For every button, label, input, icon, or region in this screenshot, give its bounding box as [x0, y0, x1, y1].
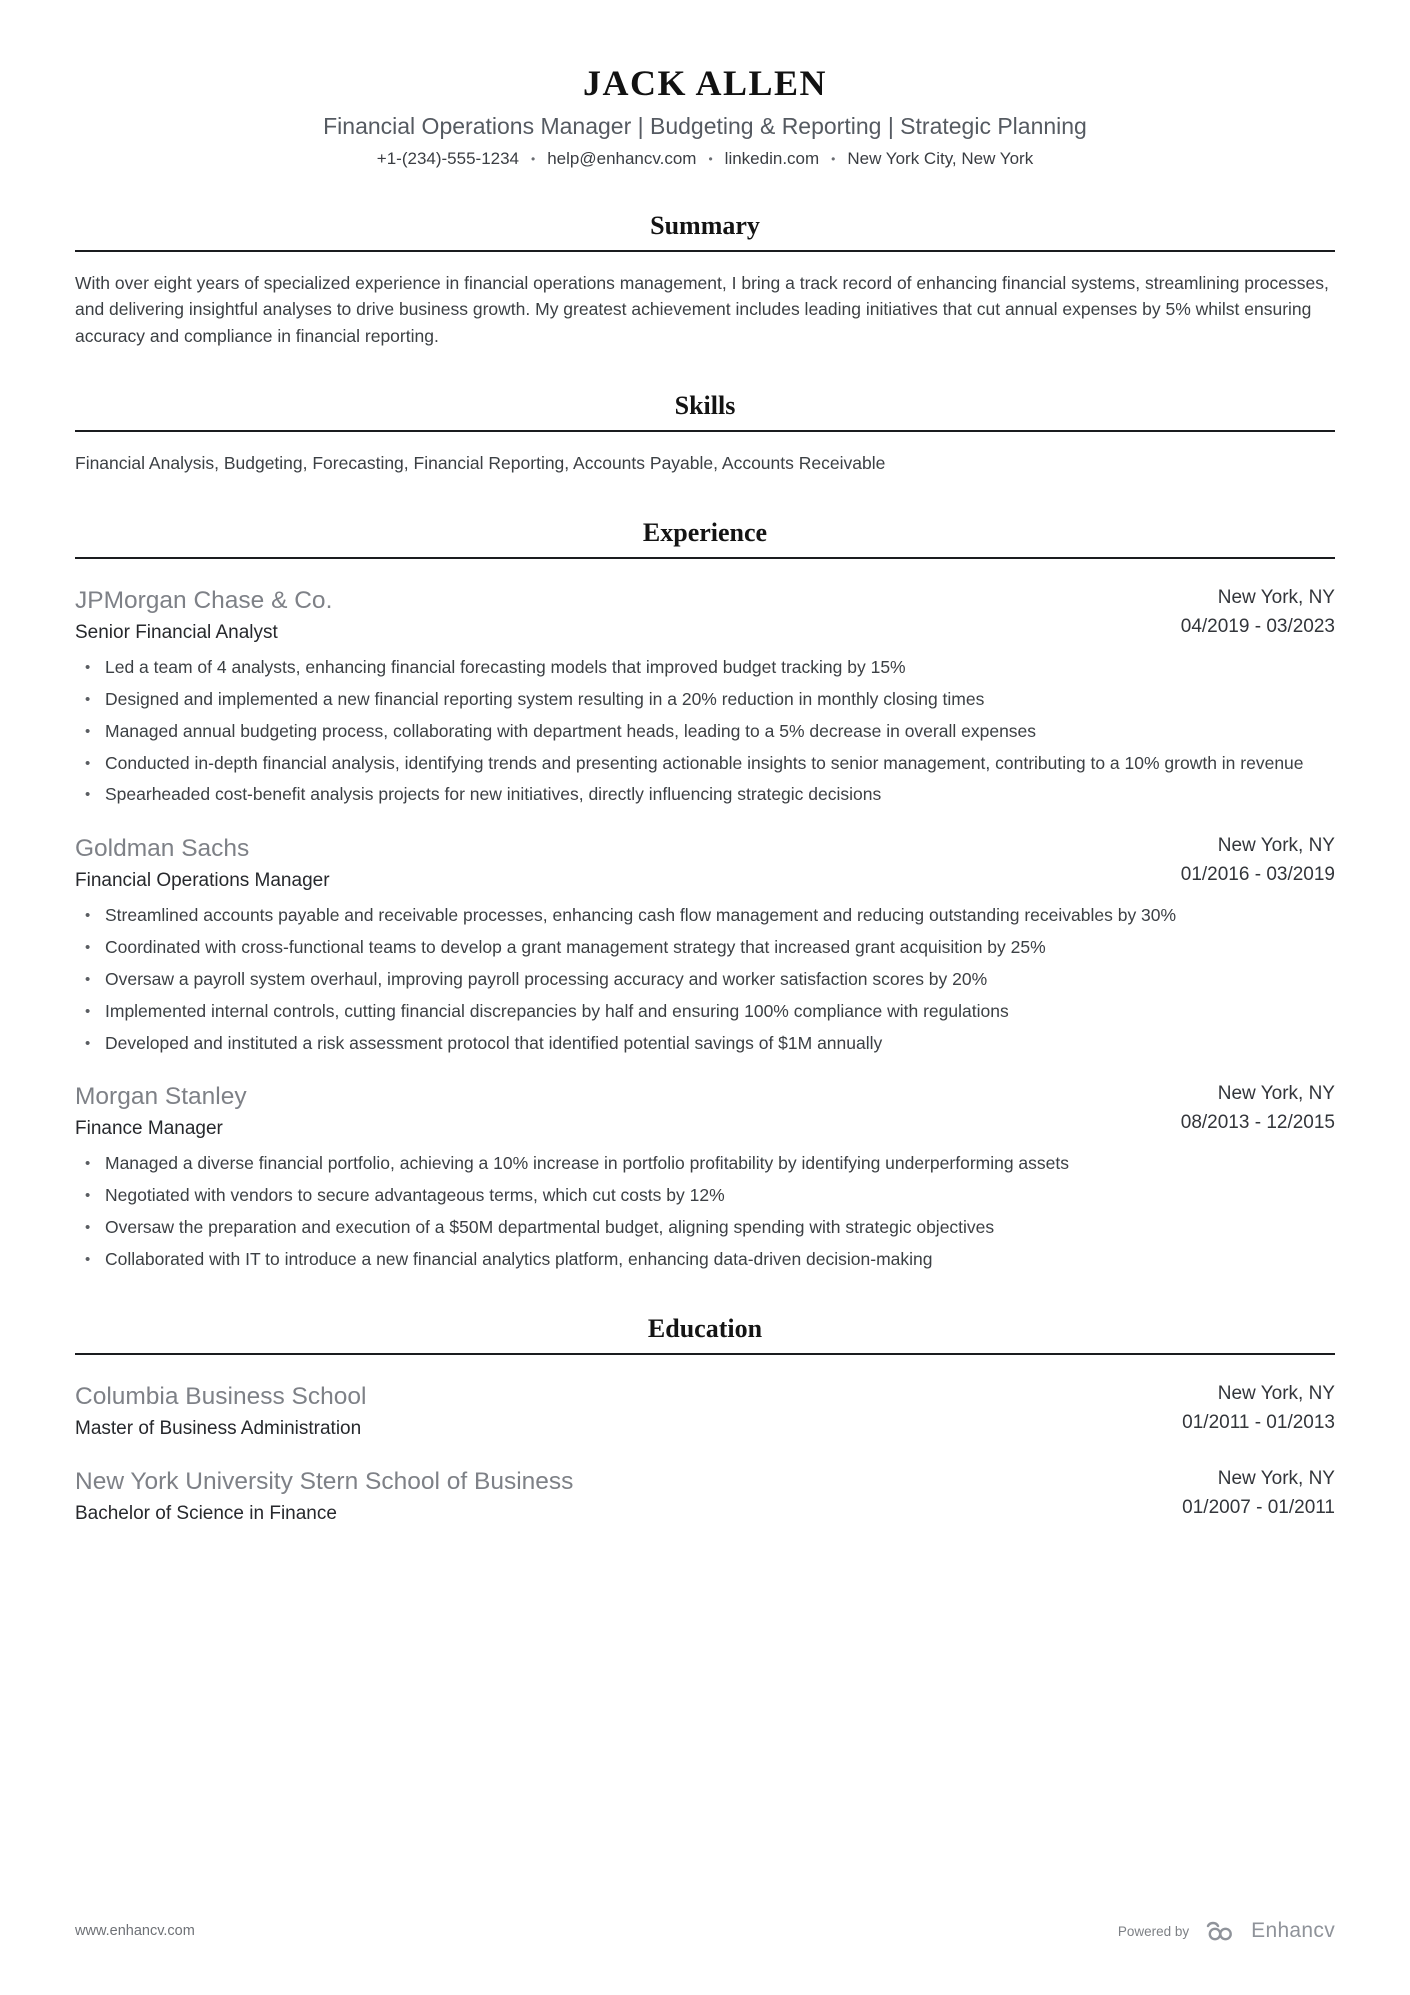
job-bullet: • Implemented internal controls, cutting financial discrepancies by half and ensuring 100% compliance with regulations	[75, 999, 1335, 1024]
section-experience	[75, 518, 1335, 1272]
powered-by-label: Powered by	[1117, 1923, 1190, 1939]
job-bullet: • Oversaw the preparation and execution of a $50M departmental budget, aligning spending with strategic objectives	[75, 1215, 1335, 1240]
linkedin-link[interactable]: linkedin.com	[724, 149, 820, 168]
experience-entry	[75, 587, 1335, 807]
job-bullet: • Conducted in-depth financial analysis, identifying trends and presenting actionable insights to senior management, contributing to a 10% growth in revenue	[75, 751, 1335, 776]
education-heading: Education	[75, 1314, 1335, 1355]
degree-name: Bachelor of Science in Finance	[75, 1502, 337, 1524]
company-name: JPMorgan Chase & Co.	[75, 587, 333, 614]
job-location: New York, NY	[1217, 835, 1335, 857]
school-name: Columbia Business School	[75, 1382, 367, 1410]
school-dates: 01/2007 - 01/2011	[1182, 1496, 1335, 1518]
experience-entry-right	[1181, 1083, 1335, 1134]
section-education	[75, 1314, 1335, 1525]
job-dates: 01/2016 - 03/2019	[1180, 864, 1335, 886]
experience-entry-header	[75, 835, 1335, 892]
experience-entry-header	[75, 587, 1335, 644]
job-bullet-list	[75, 903, 1335, 1055]
job-bullet: • Led a team of 4 analysts, enhancing financial forecasting models that improved budget tracking by 15%	[75, 655, 1335, 680]
education-entry-right	[1182, 1468, 1335, 1519]
job-bullet-list	[75, 655, 1335, 807]
education-entry-header	[75, 1383, 1335, 1440]
school-location: New York, NY	[1217, 1467, 1335, 1489]
job-location: New York, NY	[1217, 1083, 1335, 1105]
job-bullet: • Oversaw a payroll system overhaul, improving payroll processing accuracy and worker satisfaction scores by 20%	[75, 967, 1335, 992]
experience-entry-left	[75, 587, 332, 644]
job-bullet: • Spearheaded cost-benefit analysis projects for new initiatives, directly influencing strategic decisions	[75, 782, 1335, 807]
job-bullet: • Negotiated with vendors to secure advantageous terms, which cut costs by 12%	[75, 1183, 1335, 1208]
experience-heading: Experience	[75, 518, 1335, 559]
company-name: Morgan Stanley	[75, 1083, 247, 1111]
job-bullet: • Managed annual budgeting process, collaborating with department heads, leading to a 5% decrease in overall expenses	[75, 719, 1335, 744]
education-entry-left	[75, 1468, 573, 1525]
summary-heading: Summary	[75, 211, 1335, 252]
enhancv-logo-icon	[1199, 1919, 1241, 1943]
experience-entry-left	[75, 1083, 247, 1140]
section-summary	[75, 211, 1335, 349]
job-bullet-list	[75, 1151, 1335, 1271]
skills-heading: Skills	[75, 391, 1335, 432]
page-footer	[75, 1869, 1335, 1943]
job-bullet: • Managed a diverse financial portfolio, achieving a 10% increase in portfolio profitability by identifying underperforming assets	[75, 1151, 1335, 1176]
school-dates: 01/2011 - 01/2013	[1182, 1411, 1335, 1433]
job-title: Financial Operations Manager	[75, 870, 330, 892]
experience-entry	[75, 1083, 1335, 1271]
phone-text: +1-(234)-555-1234	[376, 149, 520, 168]
email-link[interactable]: help@enhancv.com	[547, 149, 697, 168]
summary-text: With over eight years of specialized experience in financial operations management, I bring a track record of enhancing financial systems, streamlining processes, and delivering insightful analyses to drive business growth. My greatest achievement includes leading initiatives that cut annual expenses by 5% whilst ensuring accuracy and compliance in financial reporting.	[75, 273, 1329, 346]
job-bullet: • Coordinated with cross-functional teams to develop a grant management strategy that increased grant acquisition by 25%	[75, 935, 1335, 960]
experience-entry-right	[1181, 587, 1335, 638]
education-entry-left	[75, 1383, 366, 1440]
separator-dot: •	[831, 152, 836, 166]
experience-entry	[75, 835, 1335, 1055]
job-dates: 04/2019 - 03/2023	[1180, 616, 1335, 637]
separator-dot: •	[531, 152, 536, 166]
job-bullet: • Designed and implemented a new financial reporting system resulting in a 20% reduction in monthly closing times	[75, 687, 1335, 712]
job-bullet: • Streamlined accounts payable and receivable processes, enhancing cash flow management and reducing outstanding receivables by 30%	[75, 903, 1335, 928]
separator-dot: •	[708, 152, 713, 166]
education-entry	[75, 1468, 1335, 1525]
job-bullet: • Developed and instituted a risk assessment protocol that identified potential savings of $1M annually	[75, 1031, 1335, 1056]
job-location: New York, NY	[1217, 587, 1335, 608]
resume-header	[75, 62, 1335, 169]
skills-text: Financial Analysis, Budgeting, Forecasting, Financial Reporting, Accounts Payable, Accounts Receivable	[75, 452, 886, 473]
location-text: New York City, New York	[847, 149, 1034, 168]
job-bullet: • Collaborated with IT to introduce a new financial analytics platform, enhancing data-driven decision-making	[75, 1247, 1335, 1272]
job-dates: 08/2013 - 12/2015	[1180, 1112, 1335, 1134]
education-entry-right	[1182, 1383, 1335, 1434]
school-name: New York University Stern School of Business	[75, 1467, 574, 1495]
enhancv-brand-text: Enhancv	[1251, 1919, 1335, 1942]
experience-entry-right	[1181, 835, 1335, 886]
contact-row	[75, 149, 1335, 169]
degree-name: Master of Business Administration	[75, 1417, 362, 1439]
job-title: Senior Financial Analyst	[75, 622, 278, 643]
candidate-name: JACK ALLEN	[582, 63, 828, 103]
website-link[interactable]: www.enhancv.com	[75, 1923, 195, 1939]
education-entry-header	[75, 1468, 1335, 1525]
job-title: Finance Manager	[75, 1118, 223, 1140]
company-name: Goldman Sachs	[75, 835, 250, 863]
education-entry	[75, 1383, 1335, 1440]
candidate-title: Financial Operations Manager | Budgeting & Reporting | Strategic Planning	[323, 113, 1087, 139]
section-skills	[75, 391, 1335, 476]
experience-entry-left	[75, 835, 330, 892]
school-location: New York, NY	[1217, 1382, 1335, 1404]
powered-by-block	[1118, 1919, 1335, 1943]
experience-entry-header	[75, 1083, 1335, 1140]
